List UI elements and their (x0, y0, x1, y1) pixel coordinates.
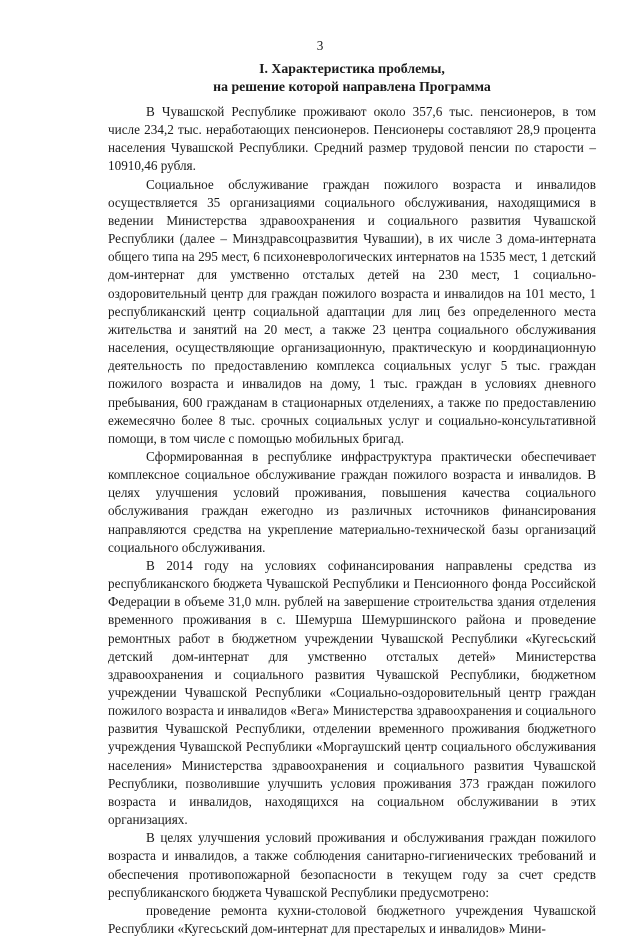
section-title (108, 60, 596, 96)
paragraph-improvements: В целях улучшения условий проживания и обслуживания граждан пожилого возраста и инвалидов, а также соблюдения санитарно-гигиенических требований и обеспечения противопожарной безопасности в текущем году за счет средств республиканского бюджета Чувашской Республики предусмотрено: (108, 830, 596, 900)
paragraph-2014-funding: В 2014 году на условиях софинансирования направлены средства из республиканского бюджета Чувашской Республики и Пенсионного фонда Российской Федерации в объеме 31,0 млн. рублей на завершение строительства здания отделения временного проживания в с. Шемурша Шемуршинского района и проведение ремонтных работ в бюджетном учреждении Чувашской Республики «Кугесьский детский дом-интернат для умственно отсталых детей» Министерства здравоохранения и социального развития Чувашской Республики, бюджетном учреждении Чувашской Республики «Социально-оздоровительный центр граждан пожилого возраста и инвалидов «Вега» Министерства здравоохранения и социального развития Чувашской Республики, отделении временного проживания бюджетного учреждения Чувашской Республики «Моргаушский центр социального обслуживания населения» Министерства здравоохранения и социального развития Чувашской Республики, позволившие улучшить условия проживания 373 граждан пожилого возраста и инвалидов, находящихся на социальном обслуживании в этих организациях. (108, 557, 596, 828)
page-number: 3 (316, 38, 324, 53)
paragraph-infrastructure: Сформированная в республике инфраструктура практически обеспечивает комплексное социальное обслуживание граждан пожилого возраста и инвалидов. В целях улучшения условий проживания, повышения качества социального обслуживания граждан ежегодно из различных источников финансирования направляются средства на укрепление материально-технической базы организаций социального обслуживания. (108, 448, 596, 555)
paragraph-social-service: Социальное обслуживание граждан пожилого возраста и инвалидов осуществляется 35 организациями социального обслуживания, находящимися в ведении Министерства здравоохранения и социального развития Чувашской Республики (далее – Минздравсоцразвития Чувашии), в их числе 3 дома-интерната общего типа на 295 мест, 6 психоневрологических интернатов на 1535 мест, 1 детский дом-интернат для умственно отсталых детей на 230 мест, 1 социально-оздоровительный центр для граждан пожилого возраста и инвалидов на 101 место, 1 республиканский центр социальной адаптации для лиц без определенного места жительства и занятий на 20 мест, а также 23 центра социального обслуживания населения, осуществляющие организационную, практическую и координационную деятельность по предоставлению комплекса социальных услуг 5 тыс. граждан пожилого возраста и инвалидов на дому, 1 тыс. граждан в условиях дневного пребывания, 600 гражданам в стационарных отделениях, а также по предоставлению ежемесячно более 8 тыс. срочных социальных услуг и социально-консультативной помощи, в том числе с помощью мобильных бригад. (108, 176, 596, 446)
section-title-line-1: I. Характеристика проблемы, (259, 61, 445, 76)
paragraph-pensioners: В Чувашской Республике проживают около 357,6 тыс. пенсионеров, в том числе 234,2 тыс. неработающих пенсионеров. Пенсионеры составляют 28,9 процента населения Чувашской Республики. Средний размер трудовой пенсии по старости – 10910,46 рубля. (108, 104, 596, 174)
section-title-line-2: на решение которой направлена Программа (213, 79, 491, 94)
body-text (108, 103, 596, 938)
paragraph-kitchen-repair: проведение ремонта кухни-столовой бюджетного учреждения Чувашской Республики «Кугесьский дом-интернат для престарелых и инвалидов» Мини- (108, 902, 596, 937)
